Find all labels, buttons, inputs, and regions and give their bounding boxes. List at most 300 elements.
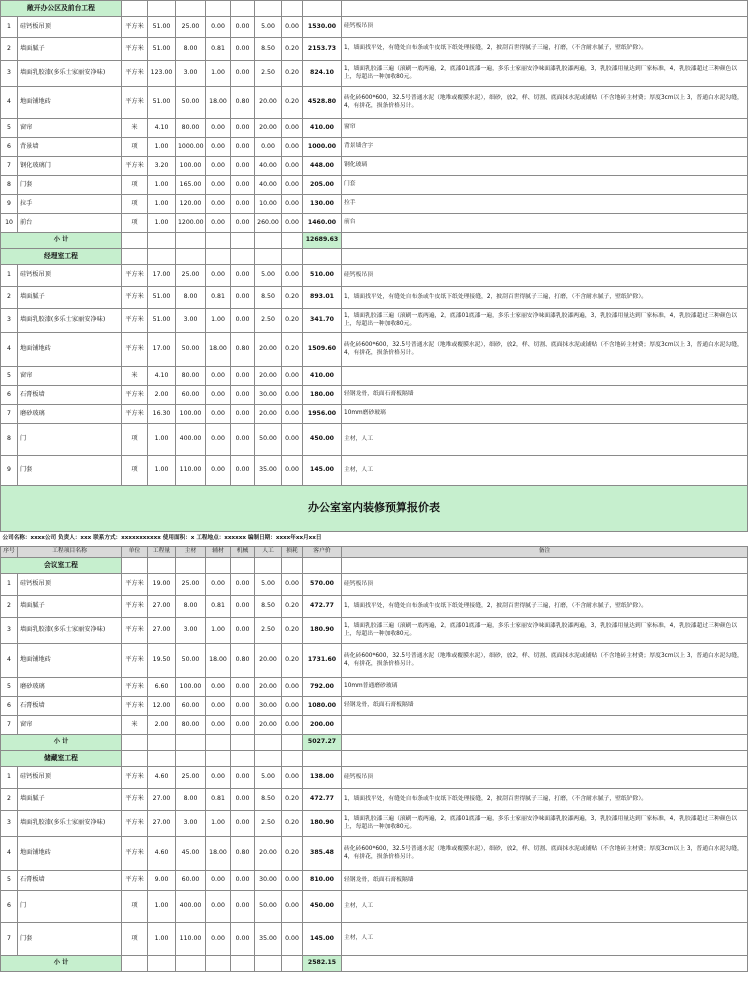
unit: 项 (122, 424, 148, 456)
labor: 40.00 (255, 157, 282, 176)
empty-cell (176, 233, 206, 249)
main-material: 8.00 (176, 287, 206, 309)
labor: 8.50 (255, 596, 282, 618)
labor: 20.00 (255, 87, 282, 119)
aux-material: 0.00 (206, 119, 231, 138)
remark: 门套 (342, 176, 748, 195)
machinery: 0.00 (231, 811, 255, 837)
quantity: 1.00 (148, 424, 176, 456)
unit: 平方米 (122, 811, 148, 837)
item-name: 硅钙板吊顶 (18, 767, 122, 789)
customer-price: 1530.00 (303, 17, 342, 38)
empty-cell (148, 249, 176, 265)
loss: 0.00 (282, 716, 303, 735)
subtotal-row (1, 735, 748, 751)
machinery: 0.00 (231, 61, 255, 87)
table-row (1, 119, 748, 138)
remark (342, 716, 748, 735)
row-number: 1 (1, 265, 18, 287)
item-name: 背景墙 (18, 138, 122, 157)
loss: 0.00 (282, 195, 303, 214)
loss: 0.00 (282, 574, 303, 596)
loss: 0.20 (282, 789, 303, 811)
aux-material: 0.81 (206, 596, 231, 618)
loss: 0.00 (282, 17, 303, 38)
remark: 硅钙板吊顶 (342, 767, 748, 789)
main-material: 110.00 (176, 456, 206, 486)
row-number: 5 (1, 871, 18, 891)
remark: 1，墙面乳胶漆三遍（滚刷一底两遍，2，底漆01底漆一遍，多乐士家丽安净味面漆乳胶漆两遍，3，乳胶漆用量达到厂家标准，4，乳胶漆超过三种颜色以上，每超出一种加收80元。 (342, 61, 748, 87)
header-row (1, 547, 748, 558)
remark: 钢化玻璃 (342, 157, 748, 176)
aux-material: 0.00 (206, 716, 231, 735)
remark: 前台 (342, 214, 748, 233)
empty-cell (122, 558, 148, 574)
quantity: 16.30 (148, 405, 176, 424)
loss: 0.00 (282, 767, 303, 789)
empty-cell (231, 249, 255, 265)
remark: 1，墙面找平处，有缝处自布条或牛皮纸下纸处理接缝，2，披刮百世得腻子三遍，打磨，（不含耐水腻子，壁纸铲除）。 (342, 596, 748, 618)
remark: 10mm普通磨砂玻璃 (342, 678, 748, 697)
machinery: 0.00 (231, 678, 255, 697)
empty-cell (231, 751, 255, 767)
aux-material: 0.00 (206, 456, 231, 486)
aux-material: 1.00 (206, 61, 231, 87)
empty-cell (255, 1, 282, 17)
unit: 平方米 (122, 17, 148, 38)
quantity: 9.00 (148, 871, 176, 891)
aux-material: 0.00 (206, 424, 231, 456)
remark: 背景墙含字 (342, 138, 748, 157)
item-name: 硅钙板吊顶 (18, 574, 122, 596)
machinery: 0.00 (231, 214, 255, 233)
main-material: 165.00 (176, 176, 206, 195)
machinery: 0.80 (231, 837, 255, 871)
item-name: 门套 (18, 176, 122, 195)
page-title: 办公室室内装修预算报价表 (1, 486, 748, 532)
row-number: 8 (1, 176, 18, 195)
labor: 20.00 (255, 837, 282, 871)
remark: 10mm磨砂玻璃 (342, 405, 748, 424)
unit: 平方米 (122, 596, 148, 618)
empty-cell (176, 1, 206, 17)
empty-cell (206, 249, 231, 265)
customer-price: 472.77 (303, 596, 342, 618)
machinery: 0.00 (231, 195, 255, 214)
loss: 0.00 (282, 697, 303, 716)
column-header: 备注 (342, 547, 748, 558)
labor: 30.00 (255, 697, 282, 716)
item-name: 墙面腻子 (18, 287, 122, 309)
customer-price: 1509.60 (303, 333, 342, 367)
empty-cell (303, 558, 342, 574)
main-material: 80.00 (176, 716, 206, 735)
loss: 0.00 (282, 456, 303, 486)
quantity: 12.00 (148, 697, 176, 716)
unit: 项 (122, 176, 148, 195)
project-info: 公司名称：xxxx公司 负责人：xxx 联系方式：xxxxxxxxxxx 使用面积：x 工程地点：xxxxxx 编制日期：xxxx年xx月xx日 (1, 532, 748, 547)
unit: 平方米 (122, 38, 148, 61)
unit: 项 (122, 923, 148, 956)
item-name: 门 (18, 424, 122, 456)
aux-material: 1.00 (206, 309, 231, 333)
empty-cell (342, 558, 748, 574)
item-name: 墙面乳胶漆(多乐士家丽安净味) (18, 61, 122, 87)
aux-material: 0.00 (206, 574, 231, 596)
empty-cell (148, 735, 176, 751)
machinery: 0.00 (231, 697, 255, 716)
aux-material: 0.81 (206, 789, 231, 811)
item-name: 石膏板墙 (18, 386, 122, 405)
quantity: 1.00 (148, 923, 176, 956)
subtotal-label: 小 计 (1, 956, 122, 972)
main-material: 50.00 (176, 87, 206, 119)
item-name: 硅钙板吊顶 (18, 17, 122, 38)
row-number: 5 (1, 367, 18, 386)
aux-material: 0.00 (206, 17, 231, 38)
machinery: 0.00 (231, 405, 255, 424)
item-name: 墙面乳胶漆(多乐士家丽安净味) (18, 618, 122, 644)
customer-price: 4528.80 (303, 87, 342, 119)
labor: 20.00 (255, 333, 282, 367)
item-name: 窗帘 (18, 119, 122, 138)
remark: 砖化砖600*600，32.5号普通水泥（地堆或覆膜水泥），细砂，放2，样、切割、底面抹水泥或铺贴（不含地砖主材费；厚度3cm以上 3，普通白水泥勾缝，4，有拼花，损条价格另计。 (342, 837, 748, 871)
labor: 2.50 (255, 309, 282, 333)
main-material: 100.00 (176, 405, 206, 424)
aux-material: 18.00 (206, 333, 231, 367)
item-name: 地面铺地砖 (18, 87, 122, 119)
labor: 35.00 (255, 923, 282, 956)
labor: 2.50 (255, 811, 282, 837)
table-row (1, 176, 748, 195)
column-header: 主材 (176, 547, 206, 558)
item-name: 门套 (18, 923, 122, 956)
aux-material: 18.00 (206, 644, 231, 678)
table-row (1, 287, 748, 309)
labor: 20.00 (255, 119, 282, 138)
quantity: 4.10 (148, 367, 176, 386)
item-name: 门套 (18, 456, 122, 486)
row-number: 3 (1, 618, 18, 644)
aux-material: 18.00 (206, 837, 231, 871)
remark: 硅钙板吊顶 (342, 17, 748, 38)
quantity: 51.00 (148, 87, 176, 119)
unit: 平方米 (122, 333, 148, 367)
empty-cell (206, 751, 231, 767)
row-number: 10 (1, 214, 18, 233)
labor: 260.00 (255, 214, 282, 233)
empty-cell (206, 956, 231, 972)
row-number: 5 (1, 678, 18, 697)
empty-cell (176, 956, 206, 972)
machinery: 0.00 (231, 871, 255, 891)
loss: 0.00 (282, 214, 303, 233)
customer-price: 810.00 (303, 871, 342, 891)
loss: 0.00 (282, 265, 303, 287)
row-number: 3 (1, 61, 18, 87)
empty-cell (176, 735, 206, 751)
empty-cell (282, 751, 303, 767)
machinery: 0.00 (231, 17, 255, 38)
table-row (1, 456, 748, 486)
remark: 砖化砖600*600，32.5号普通水泥（地堆或覆膜水泥），细砂，放2，样、切割、底面抹水泥或铺贴（不含地砖主材费；厚度3cm以上 3，普通白水泥勾缝，4，有拼花，损条价格另计。 (342, 644, 748, 678)
customer-price: 1460.00 (303, 214, 342, 233)
empty-cell (342, 249, 748, 265)
aux-material: 0.00 (206, 265, 231, 287)
title-row (1, 486, 748, 532)
loss: 0.00 (282, 138, 303, 157)
table-row (1, 811, 748, 837)
loss: 0.00 (282, 119, 303, 138)
empty-cell (255, 558, 282, 574)
quantity: 27.00 (148, 596, 176, 618)
row-number: 1 (1, 574, 18, 596)
remark: 轻钢龙骨，纸面石膏板隔墙 (342, 386, 748, 405)
empty-cell (282, 233, 303, 249)
item-name: 门 (18, 891, 122, 923)
aux-material: 0.00 (206, 405, 231, 424)
loss: 0.20 (282, 618, 303, 644)
table-row (1, 789, 748, 811)
row-number: 2 (1, 38, 18, 61)
unit: 平方米 (122, 265, 148, 287)
labor: 20.00 (255, 678, 282, 697)
loss: 0.00 (282, 176, 303, 195)
subtotal-value: 5027.27 (303, 735, 342, 751)
aux-material: 0.00 (206, 176, 231, 195)
remark: 砖化砖600*600，32.5号普通水泥（地堆或覆膜水泥），细砂，放2，样、切割、底面抹水泥或铺贴（不含地砖主材费；厚度3cm以上 3，普通白水泥勾缝，4，有拼花，损条价格另计。 (342, 87, 748, 119)
aux-material: 0.00 (206, 195, 231, 214)
quantity: 19.50 (148, 644, 176, 678)
column-header: 单位 (122, 547, 148, 558)
customer-price: 341.70 (303, 309, 342, 333)
empty-cell (342, 751, 748, 767)
column-header: 序号 (1, 547, 18, 558)
machinery: 0.00 (231, 923, 255, 956)
main-material: 8.00 (176, 596, 206, 618)
table-row (1, 697, 748, 716)
labor: 8.50 (255, 789, 282, 811)
unit: 平方米 (122, 678, 148, 697)
item-name: 硅钙板吊顶 (18, 265, 122, 287)
row-number: 2 (1, 287, 18, 309)
aux-material: 18.00 (206, 87, 231, 119)
unit: 项 (122, 891, 148, 923)
quantity: 1.00 (148, 891, 176, 923)
item-name: 地面铺地砖 (18, 837, 122, 871)
unit: 平方米 (122, 871, 148, 891)
customer-price: 410.00 (303, 119, 342, 138)
row-number: 9 (1, 195, 18, 214)
unit: 平方米 (122, 574, 148, 596)
section-header (1, 1, 748, 17)
customer-price: 893.01 (303, 287, 342, 309)
main-material: 400.00 (176, 424, 206, 456)
empty-cell (231, 1, 255, 17)
labor: 50.00 (255, 424, 282, 456)
remark: 窗帘 (342, 119, 748, 138)
remark: 1，墙面乳胶漆三遍（滚刷一底两遍，2，底漆01底漆一遍，多乐士家丽安净味面漆乳胶漆两遍，3，乳胶漆用量达到厂家标准，4，乳胶漆超过三种颜色以上，每超出一种加收80元。 (342, 811, 748, 837)
unit: 平方米 (122, 309, 148, 333)
empty-cell (255, 233, 282, 249)
customer-price: 180.00 (303, 386, 342, 405)
table-row (1, 618, 748, 644)
customer-price: 1000.00 (303, 138, 342, 157)
table-row (1, 716, 748, 735)
aux-material: 0.00 (206, 386, 231, 405)
column-header: 客户价 (303, 547, 342, 558)
row-number: 1 (1, 17, 18, 38)
unit: 平方米 (122, 287, 148, 309)
row-number: 7 (1, 716, 18, 735)
customer-price: 792.00 (303, 678, 342, 697)
empty-cell (122, 735, 148, 751)
remark: 拉手 (342, 195, 748, 214)
row-number: 3 (1, 811, 18, 837)
quantity: 17.00 (148, 265, 176, 287)
row-number: 8 (1, 424, 18, 456)
quantity: 1.00 (148, 138, 176, 157)
customer-price: 824.10 (303, 61, 342, 87)
machinery: 0.00 (231, 386, 255, 405)
item-name: 石膏板墙 (18, 697, 122, 716)
aux-material: 1.00 (206, 618, 231, 644)
customer-price: 1080.00 (303, 697, 342, 716)
main-material: 1200.00 (176, 214, 206, 233)
empty-cell (176, 249, 206, 265)
remark: 1，墙面乳胶漆三遍（滚刷一底两遍，2，底漆01底漆一遍，多乐士家丽安净味面漆乳胶漆两遍，3，乳胶漆用量达到厂家标准，4，乳胶漆超过三种颜色以上，每超出一种加收80元。 (342, 309, 748, 333)
info-row (1, 532, 748, 547)
labor: 10.00 (255, 195, 282, 214)
quantity: 17.00 (148, 333, 176, 367)
section-title: 经理室工程 (1, 249, 122, 265)
main-material: 120.00 (176, 195, 206, 214)
table-row (1, 891, 748, 923)
labor: 20.00 (255, 405, 282, 424)
main-material: 45.00 (176, 837, 206, 871)
row-number: 7 (1, 923, 18, 956)
section-title: 会议室工程 (1, 558, 122, 574)
unit: 项 (122, 214, 148, 233)
row-number: 3 (1, 309, 18, 333)
machinery: 0.80 (231, 87, 255, 119)
main-material: 3.00 (176, 618, 206, 644)
labor: 0.00 (255, 138, 282, 157)
machinery: 0.80 (231, 644, 255, 678)
labor: 40.00 (255, 176, 282, 195)
machinery: 0.00 (231, 138, 255, 157)
item-name: 磨砂玻璃 (18, 405, 122, 424)
unit: 米 (122, 367, 148, 386)
empty-cell (255, 751, 282, 767)
machinery: 0.00 (231, 265, 255, 287)
empty-cell (282, 735, 303, 751)
row-number: 4 (1, 87, 18, 119)
empty-cell (282, 956, 303, 972)
table-row (1, 386, 748, 405)
main-material: 8.00 (176, 789, 206, 811)
section-header (1, 249, 748, 265)
customer-price: 1731.60 (303, 644, 342, 678)
labor: 5.00 (255, 17, 282, 38)
main-material: 3.00 (176, 811, 206, 837)
loss: 0.00 (282, 405, 303, 424)
empty-cell (206, 1, 231, 17)
empty-cell (342, 735, 748, 751)
labor: 2.50 (255, 61, 282, 87)
budget-table-body (1, 1, 748, 972)
machinery: 0.00 (231, 767, 255, 789)
loss: 0.00 (282, 923, 303, 956)
quantity: 2.00 (148, 716, 176, 735)
remark (342, 367, 748, 386)
quantity: 4.60 (148, 837, 176, 871)
column-header: 辅材 (206, 547, 231, 558)
loss: 0.20 (282, 61, 303, 87)
table-row (1, 61, 748, 87)
empty-cell (122, 751, 148, 767)
row-number: 7 (1, 405, 18, 424)
machinery: 0.00 (231, 119, 255, 138)
quantity: 1.00 (148, 214, 176, 233)
remark: 轻钢龙骨，纸面石膏板隔墙 (342, 697, 748, 716)
customer-price: 570.00 (303, 574, 342, 596)
item-name: 窗帘 (18, 367, 122, 386)
subtotal-value: 2582.15 (303, 956, 342, 972)
item-name: 窗帘 (18, 716, 122, 735)
machinery: 0.00 (231, 424, 255, 456)
unit: 平方米 (122, 644, 148, 678)
unit: 平方米 (122, 697, 148, 716)
item-name: 墙面乳胶漆(多乐士家丽安净味) (18, 811, 122, 837)
remark: 主材，人工 (342, 891, 748, 923)
aux-material: 0.00 (206, 697, 231, 716)
labor: 5.00 (255, 265, 282, 287)
empty-cell (255, 735, 282, 751)
subtotal-value: 12689.63 (303, 233, 342, 249)
remark: 轻钢龙骨，纸面石膏板隔墙 (342, 871, 748, 891)
empty-cell (176, 751, 206, 767)
loss: 0.20 (282, 333, 303, 367)
machinery: 0.00 (231, 789, 255, 811)
quantity: 27.00 (148, 789, 176, 811)
remark: 主材，人工 (342, 923, 748, 956)
labor: 35.00 (255, 456, 282, 486)
aux-material: 0.00 (206, 767, 231, 789)
column-header: 工程项目名称 (18, 547, 122, 558)
aux-material: 0.00 (206, 923, 231, 956)
labor: 30.00 (255, 386, 282, 405)
empty-cell (342, 233, 748, 249)
table-row (1, 574, 748, 596)
unit: 平方米 (122, 618, 148, 644)
customer-price: 130.00 (303, 195, 342, 214)
customer-price: 450.00 (303, 424, 342, 456)
quantity: 1.00 (148, 176, 176, 195)
remark: 1，墙面找平处，有缝处自布条或牛皮纸下纸处理接缝，2，披刮百世得腻子三遍，打磨，（不含耐水腻子，壁纸铲除）。 (342, 38, 748, 61)
empty-cell (148, 956, 176, 972)
empty-cell (148, 233, 176, 249)
unit: 平方米 (122, 87, 148, 119)
quantity: 51.00 (148, 17, 176, 38)
empty-cell (231, 233, 255, 249)
table-row (1, 195, 748, 214)
machinery: 0.00 (231, 38, 255, 61)
row-number: 6 (1, 386, 18, 405)
quantity: 51.00 (148, 309, 176, 333)
subtotal-row (1, 956, 748, 972)
customer-price: 200.00 (303, 716, 342, 735)
